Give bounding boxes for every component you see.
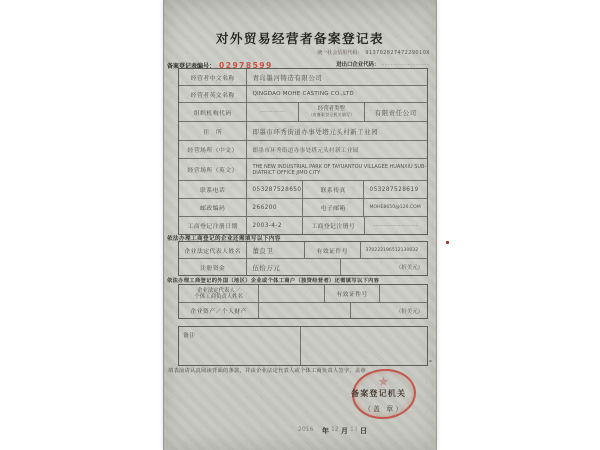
- table-row: [179, 327, 427, 365]
- field-value-empty: [258, 303, 349, 318]
- code-block: [317, 45, 430, 69]
- date-day-value: 13: [350, 426, 358, 433]
- field-value: 伍拾万元: [246, 259, 339, 275]
- table-row: [179, 302, 427, 318]
- field-value: 053287528650: [246, 181, 302, 198]
- uscc-line: [317, 45, 430, 57]
- table-row: [179, 121, 427, 140]
- operator-type-label: 经营者类型: [317, 106, 345, 112]
- field-label: 邮政编码: [200, 206, 226, 212]
- table-row: [179, 285, 427, 302]
- registration-number-label: 备案登记表编号：: [167, 63, 216, 70]
- table-row: [179, 180, 427, 198]
- table-row: [179, 69, 427, 85]
- usd-note: （折美元）: [340, 259, 427, 275]
- table-row: [179, 258, 427, 275]
- field-value-empty: [258, 285, 323, 302]
- form-title: 对外贸易经营者备案登记表: [215, 31, 384, 46]
- field-label: 组织机构代码: [193, 110, 232, 117]
- field-value: 董良卫: [246, 242, 304, 258]
- field-label: [298, 103, 363, 121]
- field-label: 有效证件号: [304, 242, 360, 258]
- table-row: [179, 158, 427, 180]
- field-label: 电子邮箱: [302, 199, 363, 216]
- field-label: 工商登记注册号: [302, 217, 364, 234]
- field-label: 经营者中文名称: [190, 75, 235, 82]
- foreign-rep-label-line1: 企业法定代表人／: [197, 287, 241, 294]
- field-value: MOHE8650@126.COM: [363, 199, 427, 216]
- field-value: 370222196512130032: [360, 242, 427, 258]
- registration-number-value: 02978599: [219, 61, 273, 70]
- field-value: 青岛墨河铸造有限公司: [246, 69, 427, 85]
- field-value: THE NEW INDUSTRIAL PARK OF TAYUANTOU VILLAGEE HUANXIU SUB-DIATRICT OFFICE JIMO CITY: [246, 159, 427, 180]
- main-info-table: [178, 68, 428, 235]
- foreign-entity-table: [178, 284, 428, 319]
- field-value: 2003-4-2: [246, 217, 302, 234]
- table-row: [179, 140, 427, 158]
- table-row: [179, 198, 427, 216]
- seal-stamp-label: （盖 章）: [364, 405, 405, 413]
- field-label: 经营者英文名称: [190, 92, 235, 99]
- date-day-unit: 日: [360, 427, 367, 435]
- field-label: 经营场所（英文）: [187, 168, 238, 174]
- remarks-table: [178, 326, 428, 366]
- field-value: ----------: [246, 103, 298, 121]
- ie-code-label: 进出口企业代码：: [336, 62, 380, 68]
- field-label: [179, 285, 258, 302]
- table-row: [179, 85, 427, 102]
- ink-speck: [429, 360, 432, 362]
- seal-authority-label: 备案登记机关: [351, 389, 407, 398]
- table-row: [179, 242, 427, 258]
- ink-speck: [446, 241, 449, 244]
- section-b-header: 依法办理工商登记的企业还需填写以下内容: [167, 236, 281, 242]
- field-value: QINGDAO MOHE CASTING CO.,LTD: [246, 86, 427, 102]
- field-label: 有效证件号: [324, 285, 380, 302]
- foreign-rep-label-line2: 个体工商负责人姓名: [194, 293, 243, 300]
- date-year-unit: 年: [322, 427, 329, 435]
- field-label: 经营场所（中文）: [187, 148, 238, 154]
- field-value: 即墨市环秀街道办事处塔元头村新工业园: [246, 122, 427, 140]
- field-value: 053287528619: [363, 181, 427, 198]
- field-value: ------------------: [364, 217, 427, 234]
- uscc-value: 91370282747229010X: [365, 50, 430, 56]
- date-year-value: 2016: [298, 426, 314, 433]
- field-label: 注册资金: [200, 265, 226, 272]
- field-label: 企业资产／个人财产: [190, 309, 248, 315]
- uscc-label: 统一社会信用代码：: [317, 50, 363, 56]
- field-label: 企业法定代表人姓名: [184, 248, 242, 255]
- footer-note: 填表前请认真阅读背面的条款，并由企业法定代表人或个体工商负责人签字、盖章: [168, 368, 366, 374]
- field-label: 工商登记注册日期: [187, 224, 238, 230]
- field-label: 联系电话: [200, 188, 226, 194]
- ie-code-value: -----------------: [382, 62, 430, 68]
- remarks-label: 备注: [183, 333, 196, 339]
- usd-note: （折美元）: [350, 303, 427, 318]
- field-label: 住 所: [203, 129, 223, 136]
- field-value: 有限责任公司: [364, 103, 427, 121]
- section-c-header: 依法办理工商登记的外国（地区）企业或个体工商户（独资经营者）还需填写以下内容: [167, 278, 380, 284]
- field-label: 联系传真: [302, 181, 363, 198]
- table-row: [179, 216, 427, 234]
- document-photo: [163, 0, 437, 450]
- remarks-value-empty: [300, 327, 427, 365]
- legal-rep-table: [178, 241, 428, 276]
- field-value-empty: [379, 285, 427, 302]
- field-value: 266200: [246, 199, 302, 216]
- operator-type-sublabel: （由备案登记机关填写）: [308, 112, 355, 117]
- date-month-unit: 月: [341, 427, 348, 435]
- date-month-value: 12: [331, 426, 339, 433]
- table-row: [179, 102, 427, 121]
- field-value: 即墨市环秀街道办事处塔元头村新工业园: [246, 141, 427, 158]
